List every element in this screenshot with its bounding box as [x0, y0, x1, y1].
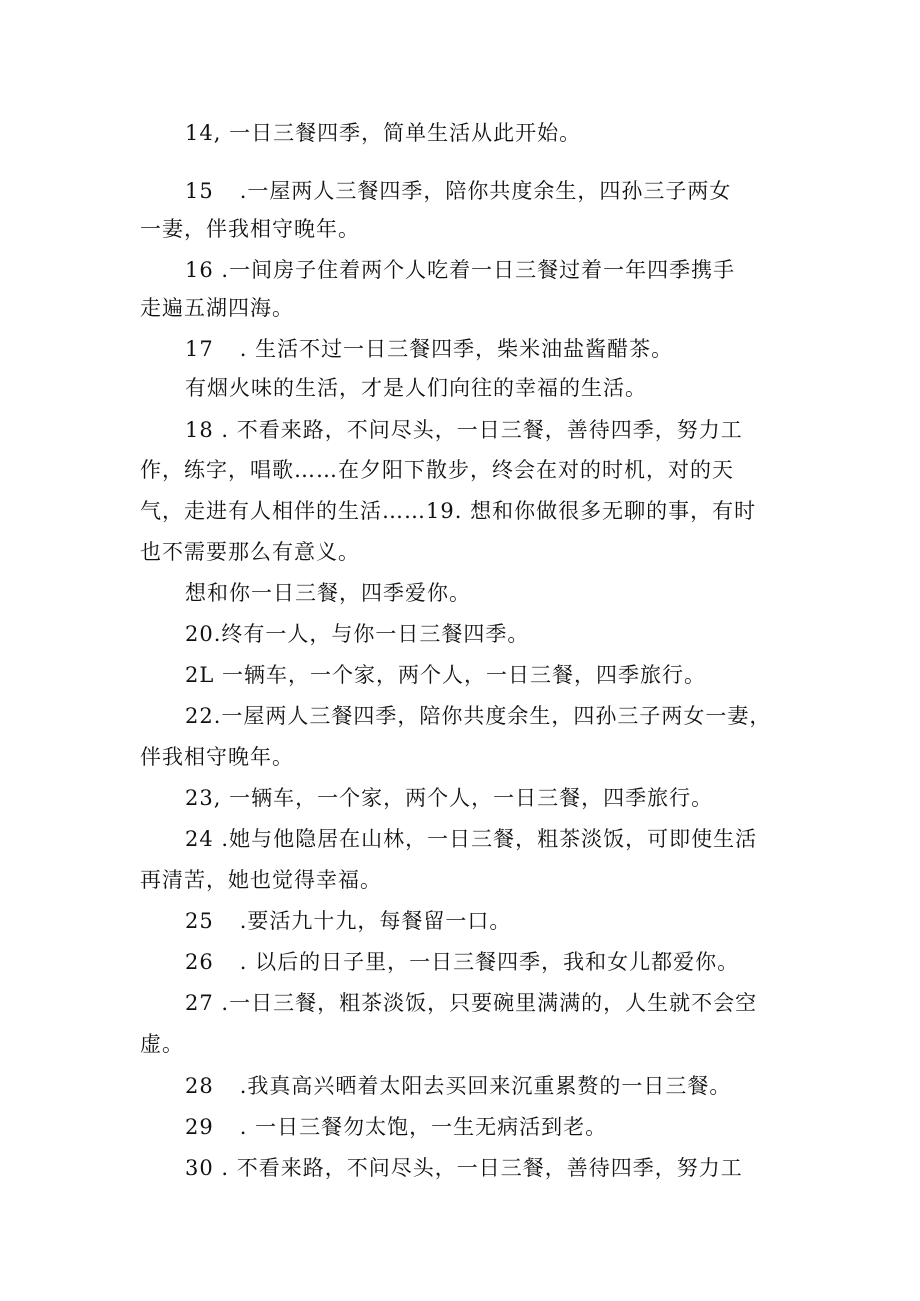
line-text: 20.终有一人，与你一日三餐四季。	[185, 622, 530, 646]
item-number: 28	[185, 1074, 214, 1098]
item-number: 15	[185, 179, 214, 203]
text-line	[140, 742, 790, 772]
item-number: 25	[185, 909, 214, 933]
item-number: 17	[185, 337, 214, 361]
text-line	[185, 415, 835, 445]
line-text: 气，走进有人相伴的生活……19. 想和你做很多无聊的事，有时	[140, 499, 757, 523]
line-text: 18 . 不看来路，不问尽头，一日三餐，善待四季，努力工	[185, 418, 743, 442]
item-number: 29	[185, 1115, 214, 1139]
text-line	[185, 1071, 835, 1101]
line-text: 27 .一日三餐，粗茶淡饭，只要碗里满满的，人生就不会空	[185, 991, 758, 1015]
text-line	[140, 537, 790, 567]
line-text: 一妻，伴我相守晚年。	[140, 217, 360, 241]
line-text: .一屋两人三餐四季，陪你共度余生，四孙三子两女	[239, 179, 732, 203]
line-text: . 生活不过一日三餐四季，柴米油盐酱醋茶。	[239, 337, 674, 361]
text-line	[185, 118, 835, 148]
line-text: 有烟火味的生活，才是人们向往的幸福的生活。	[185, 376, 647, 400]
text-line	[185, 1153, 835, 1183]
line-text: 也不需要那么有意义。	[140, 540, 360, 564]
line-text: 2L 一辆车，一个家，两个人，一日三餐，四季旅行。	[185, 663, 706, 687]
text-line	[185, 373, 835, 403]
line-text: . 一日三餐勿太饱，一生无病活到老。	[239, 1115, 608, 1139]
line-text: 再清苦，她也觉得幸福。	[140, 868, 382, 892]
line-text: 走遍五湖四海。	[140, 296, 294, 320]
line-text: 虚。	[140, 1032, 184, 1056]
item-number: 26	[185, 950, 214, 974]
text-line	[185, 578, 835, 608]
line-text: 22.一屋两人三餐四季，陪你共度余生，四孙三子两女一妻，	[185, 704, 772, 728]
text-line	[185, 988, 835, 1018]
line-text: 24 .她与他隐居在山林，一日三餐，粗茶淡饭，可即使生活	[185, 827, 758, 851]
text-line	[185, 176, 835, 206]
text-line	[185, 701, 835, 731]
line-text: 伴我相守晚年。	[140, 745, 294, 769]
line-text: 16 .一间房子住着两个人吃着一日三餐过着一年四季携手	[185, 258, 736, 282]
text-line	[185, 660, 835, 690]
text-line	[140, 496, 790, 526]
text-line	[140, 455, 790, 485]
text-line	[185, 255, 835, 285]
line-text: . 以后的日子里，一日三餐四季，我和女儿都爱你。	[239, 950, 740, 974]
text-line	[185, 824, 835, 854]
line-text: 作，练字，唱歌……在夕阳下散步，终会在对的时机，对的天	[140, 458, 734, 482]
text-line	[140, 1029, 790, 1059]
text-line	[185, 619, 835, 649]
text-line	[140, 293, 790, 323]
line-text: .要活九十九，每餐留一口。	[239, 909, 512, 933]
line-text: 30 . 不看来路，不问尽头，一日三餐，善待四季，努力工	[185, 1156, 743, 1180]
text-line	[140, 865, 790, 895]
line-text: 14, 一日三餐四季，简单生活从此开始。	[185, 121, 582, 145]
text-line	[185, 906, 835, 936]
text-line	[185, 783, 835, 813]
text-line	[185, 334, 835, 364]
text-line	[185, 947, 835, 977]
line-text: .我真高兴晒着太阳去买回来沉重累赘的一日三餐。	[239, 1074, 732, 1098]
line-text: 23, 一辆车，一个家，两个人，一日三餐，四季旅行。	[185, 786, 714, 810]
text-line	[185, 1112, 835, 1142]
text-line	[140, 214, 790, 244]
line-text: 想和你一日三餐，四季爱你。	[185, 581, 471, 605]
